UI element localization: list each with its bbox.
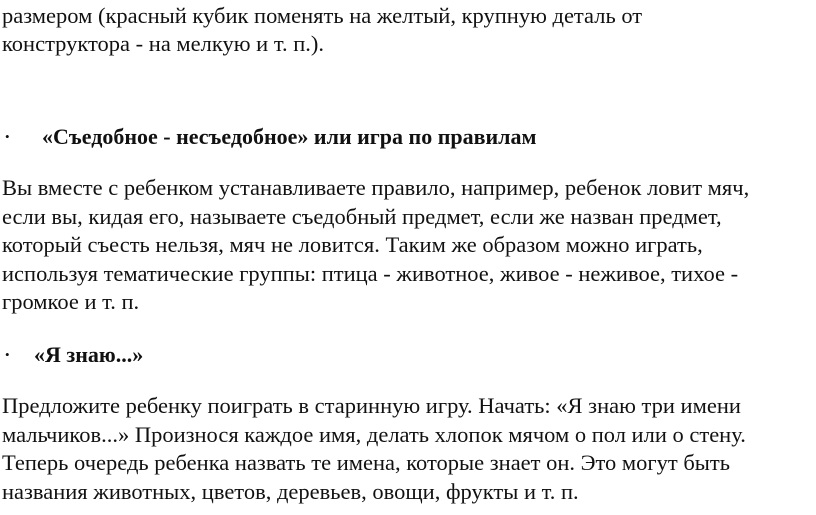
intro-line-2: конструктора - на мелкую и т. п.). [2,31,325,56]
section2-line-1: Предложите ребенку поиграть в старинную игру. Начать: «Я знаю три имени [2,393,741,418]
section1-line-5: громкое и т. п. [2,289,140,314]
section2-line-3: Теперь очередь ребенка назвать те имена, которые знает он. Это могут быть [2,450,731,475]
section1-bullet: • [5,129,10,144]
section2-heading: «Я знаю...» [34,342,144,367]
section1-line-2: если вы, кидая его, называете съедобный предмет, если же назван предмет, [2,204,722,229]
section1-line-1: Вы вместе с ребенком устанавливаете правило, например, ребенок ловит мяч, [2,175,750,200]
section2-line-2: мальчиков...» Произнося каждое имя, делать хлопок мячом о пол или о стену. [2,422,746,447]
intro-line-1: размером (красный кубик поменять на желтый, крупную деталь от [2,3,643,28]
section1-heading: «Съедобное - несъедобное» или игра по правилам [42,124,537,149]
section2-bullet: • [5,347,10,362]
section1-line-3: который съесть нельзя, мяч не ловится. Таким же образом можно играть, [2,232,703,257]
section2-line-4: названия животных, цветов, деревьев, овощи, фрукты и т. п. [2,479,579,504]
section1-line-4: используя тематические группы: птица - животное, живое - неживое, тихое - [2,261,739,286]
